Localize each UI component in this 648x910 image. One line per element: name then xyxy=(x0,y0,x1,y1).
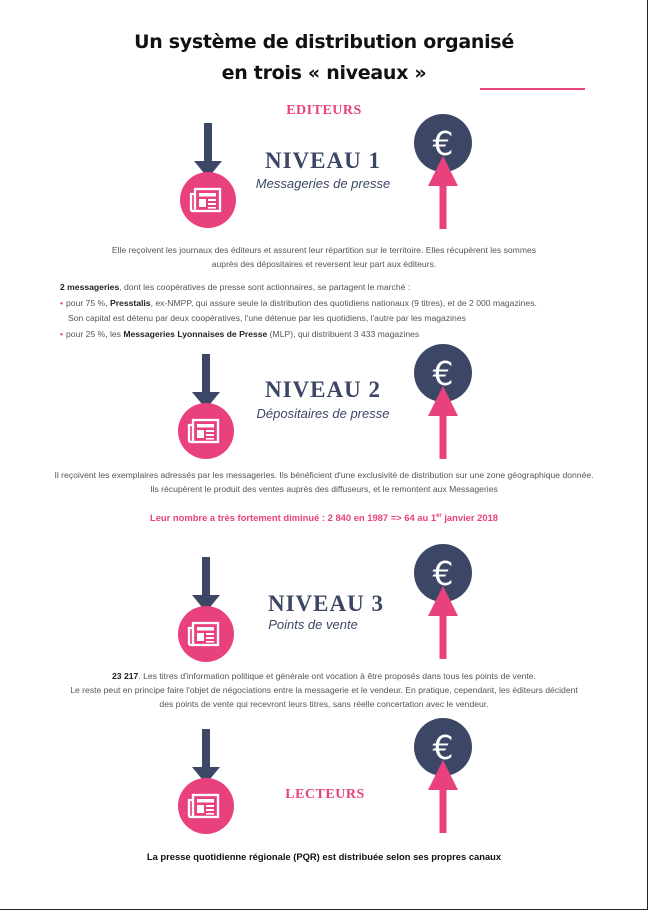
level-3-text-line2: Le reste peut en principe faire l'objet de négociations entre la messagerie et le vendeur. En pratique, cependant, les éditeurs décident xyxy=(70,685,578,695)
page-title-line1: Un système de distribution organisé xyxy=(134,31,514,53)
level-1-description xyxy=(0,243,648,271)
euro-icon xyxy=(443,747,444,748)
title-accent-underline xyxy=(480,88,585,90)
level-1-subtitle: Messageries de presse xyxy=(255,176,391,191)
level-2-subtitle: Dépositaires de presse xyxy=(256,406,390,421)
level-1-text-line2: auprès des dépositaires et reversent leur part aux éditeurs. xyxy=(211,259,437,269)
level-3-description xyxy=(0,669,648,711)
page-title-line2: en trois « niveaux » xyxy=(221,62,427,84)
footer-note: La presse quotidienne régionale (PQR) est distribuée selon ses propres canaux xyxy=(146,851,502,862)
level-3-text-line1: 23 217. Les titres d'information politique et générale ont vocation à être proposés dans tous les points de vente. xyxy=(112,671,536,681)
euro-icon xyxy=(443,143,444,144)
level-2-description xyxy=(0,468,648,496)
level-2-title: NIVEAU 2 xyxy=(265,377,381,402)
level-2-text-line1: Il reçoivent les exemplaires adressés par les messageries. Ils bénéficient d'une exclusivité de distribution sur une zone géographique donnée. xyxy=(54,470,594,480)
level-1-text-line1: Elle reçoivent les journaux des éditeurs et assurent leur répartition sur le territoire. Elles récupèrent les sommes xyxy=(111,245,537,255)
list-item-continuation: Son capital est détenu par deux coopératives, l'une détenue par les quotidiens, l'autre par les magazines xyxy=(68,313,466,323)
euro-icon xyxy=(443,373,444,374)
decline-statistic: Leur nombre a très fortement diminué : 2 840 en 1987 => 64 au 1er janvier 2018 xyxy=(149,512,499,523)
level-1-title: NIVEAU 1 xyxy=(265,148,381,173)
level-2-text-line2: Ils récupèrent le produit des ventes auprès des diffuseurs, et le remontent aux Messageries xyxy=(150,484,498,494)
level-3-text-line3: des points de vente qui recevront leurs titres, sans réelle concertation avec le vendeur. xyxy=(159,699,489,709)
messageries-intro: 2 messageries, dont les coopératives de presse sont actionnaires, se partagent le marché : xyxy=(60,282,411,292)
editeurs-label: EDITEURS xyxy=(286,103,362,118)
list-item: • pour 25 %, les Messageries Lyonnaises de Presse (MLP), qui distribuent 3 433 magazines xyxy=(60,328,420,339)
messageries-list xyxy=(60,280,620,342)
list-item: • pour 75 %, Presstalis, ex-NMPP, qui assure seule la distribution des quotidiens nationaux (9 titres), et de 2 000 magazines. xyxy=(60,297,537,308)
level-3-subtitle: Points de vente xyxy=(268,617,358,632)
euro-icon xyxy=(443,573,444,574)
lecteurs-label: LECTEURS xyxy=(285,787,365,802)
level-3-title: NIVEAU 3 xyxy=(268,591,384,616)
